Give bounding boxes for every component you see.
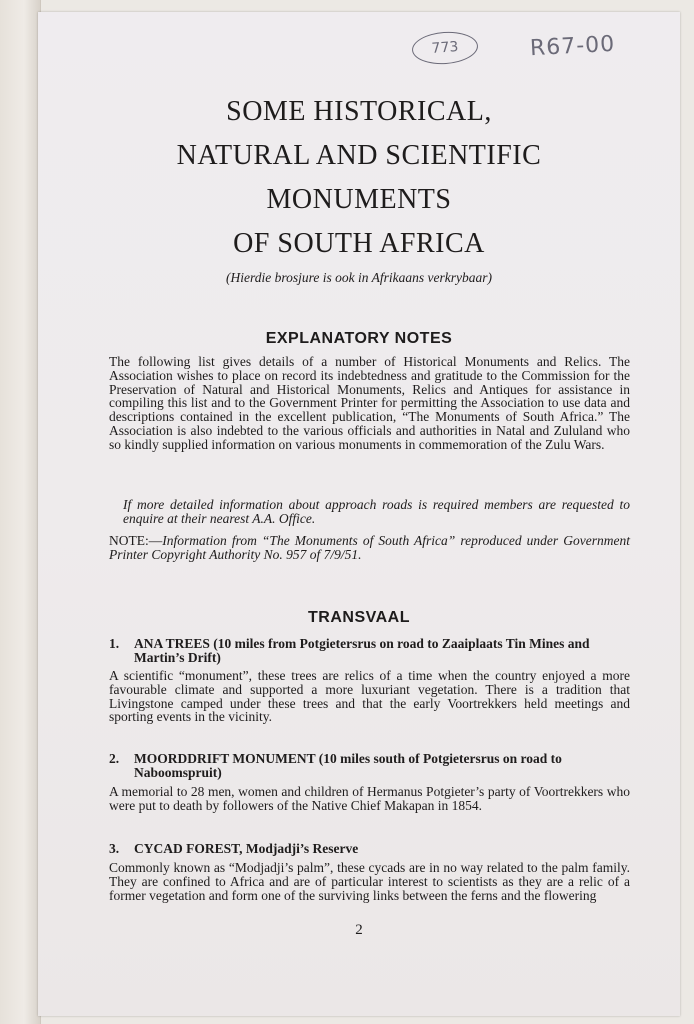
handwritten-number: 773	[411, 30, 479, 67]
handwritten-code: R67-00	[529, 31, 616, 62]
entry-title-text: MOORDDRIFT MONUMENT (10 miles south of Potgietersrus on road to Naboomspruit)	[134, 751, 562, 780]
entry-number: 3.	[109, 841, 120, 856]
entry-title-text: ANA TREES (10 miles from Potgietersrus on road to Zaaiplaats Tin Mines and Martin’s Drift)	[134, 636, 590, 665]
entry-title	[109, 752, 630, 780]
facing-page-edge	[0, 0, 41, 1024]
title-line-2: NATURAL AND SCIENTIFIC	[176, 140, 542, 171]
title-line-4: OF SOUTH AFRICA	[233, 228, 485, 259]
note-text: Information from “The Monuments of South Africa” reproduced under Government Printer Copyright Authority No. 957 of 7/9/51.	[109, 533, 630, 562]
document-page	[38, 12, 680, 1016]
explanatory-notes-heading: EXPLANATORY NOTES	[265, 330, 453, 347]
title-line-1: SOME HISTORICAL,	[226, 96, 492, 127]
copyright-note	[109, 534, 630, 562]
entry-number: 2.	[109, 751, 120, 766]
entry-title-text: CYCAD FOREST, Modjadji’s Reserve	[134, 841, 359, 856]
entry-body: A scientific “monument”, these trees are relics of a time when the country enjoyed a more favourable climate and supported a more luxuriant vegetation. There is a tradition that Livingstone camped under these trees and that the early Voortrekkers held meetings and sporting events in the vicinity.	[109, 668, 630, 725]
note-label: NOTE:—	[109, 533, 163, 548]
entry-title	[109, 637, 630, 665]
page-number: 2	[355, 922, 363, 938]
entry-body: Commonly known as “Modjadji’s palm”, these cycads are in no way related to the palm family. They are confined to Africa and are of particular interest to scientists as they are a relic of a former vegetation and form one of the surviving links between the ferns and the flowering	[109, 860, 630, 903]
notes-paragraph: The following list gives details of a number of Historical Monuments and Relics. The Association wishes to place on record its indebtedness and gratitude to the Commission for the Preservation of Natural and Historical Monuments, Relics and Antiques for assistance in compiling this list and to the Government Printer for permitting the Association to use data and descriptions contained in the excellent publication, “The Monuments of South Africa.” The Association is also indebted to the various officials and authorities in Natal and Zululand who so kindly supplied information on various monuments in commemoration of the Zulu Wars.	[109, 354, 630, 452]
entry-title	[109, 842, 630, 856]
transvaal-heading: TRANSVAAL	[308, 609, 410, 626]
subtitle: (Hierdie brosjure is ook in Afrikaans verkrybaar)	[226, 270, 492, 285]
title-line-3: MONUMENTS	[266, 184, 452, 215]
approach-roads-paragraph: If more detailed information about approach roads is required members are requested to enquire at their nearest A.A. Office.	[123, 497, 630, 526]
entry-number: 1.	[109, 636, 120, 651]
entry-body: A memorial to 28 men, women and children of Hermanus Potgieter’s party of Voortrekkers who were put to death by followers of the Native Chief Makapan in 1854.	[109, 784, 630, 813]
